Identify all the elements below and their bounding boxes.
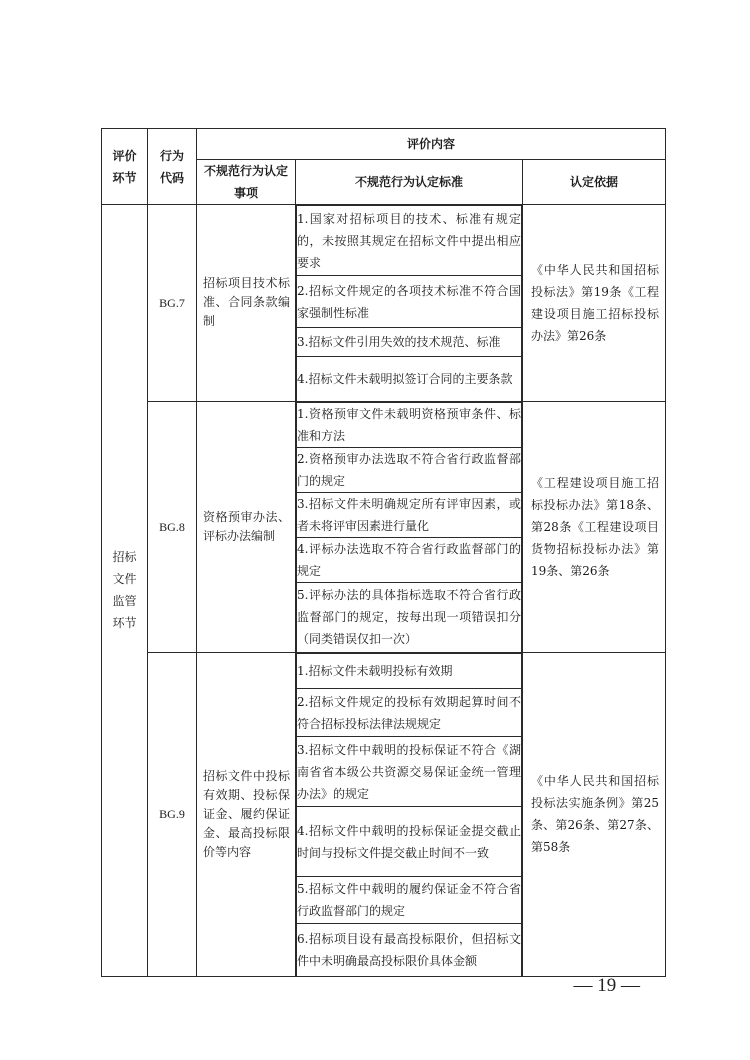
standard-item: 2.资格预审办法选取不符合省行政监督部门的规定 [297, 447, 522, 492]
stage-line: 文件 [112, 572, 137, 587]
legal-basis: 《中华人民共和国招标投标法实施条例》第25条、第26条、第27条、第58条 [523, 653, 666, 977]
header-basis: 认定依据 [523, 160, 666, 205]
standard-item: 4.评标办法选取不符合省行政监督部门的规定 [297, 537, 522, 582]
standard-item: 1.招标文件未载明投标有效期 [297, 654, 522, 689]
header-code-line2: 代码 [159, 170, 184, 185]
standard-item: 4.招标文件中载明的投标保证金提交截止时间与投标文件提交截止时间不一致 [297, 807, 522, 877]
stage-cell [102, 205, 148, 977]
header-eval-content: 评价内容 [197, 129, 666, 160]
legal-basis: 《工程建设项目施工招标投标办法》第18条、第28条《工程建设项目货物招标投标办法》第19条、第26条 [523, 401, 666, 653]
stage-line: 监管 [112, 594, 137, 609]
behavior-code: BG.8 [148, 401, 197, 653]
behavior-matter: 资格预审办法、评标办法编制 [197, 401, 296, 653]
behavior-matter: 招标文件中投标有效期、投标保证金、履约保证金、最高投标限价等内容 [197, 653, 296, 977]
standard-list [296, 653, 523, 977]
standard-item: 2.招标文件规定的各项技术标准不符合国家强制性标准 [297, 276, 522, 328]
standard-item: 5.评标办法的具体指标选取不符合省行政监督部门的规定，按每出现一项错误扣分（同类错误仅扣一次） [297, 582, 522, 652]
header-code [148, 129, 197, 205]
behavior-matter: 招标项目技术标准、合同条款编制 [197, 205, 296, 402]
standard-item: 6.招标项目设有最高投标限价，但招标文件中未明确最高投标限价具体金额 [297, 924, 522, 976]
evaluation-table [101, 128, 666, 977]
standard-item: 3.招标文件引用失效的技术规范、标准 [297, 328, 522, 357]
header-stage [102, 129, 148, 205]
behavior-code: BG.9 [148, 653, 197, 977]
behavior-code: BG.7 [148, 205, 197, 402]
standard-item: 3.招标文件中载明的投标保证不符合《湖南省省本级公共资源交易保证金统一管理办法》的规定 [297, 737, 522, 807]
header-matter: 不规范行为认定事项 [197, 160, 296, 205]
header-code-line1: 行为 [159, 148, 184, 163]
standard-item: 2.招标文件规定的投标有效期起算时间不符合招标投标法律法规规定 [297, 689, 522, 737]
header-stage-line2: 环节 [112, 170, 137, 185]
standard-list [296, 401, 523, 653]
stage-line: 环节 [112, 616, 137, 631]
standard-item: 3.招标文件未明确规定所有评审因素，或者未将评审因素进行量化 [297, 492, 522, 537]
header-standard: 不规范行为认定标准 [296, 160, 523, 205]
page-number: — 19 — [573, 975, 640, 996]
standard-item: 1.国家对招标项目的技术、标准有规定的，未按照其规定在招标文件中提出相应要求 [297, 206, 522, 276]
standard-item: 4.招标文件未载明拟签订合同的主要条款 [297, 357, 522, 401]
standard-list [296, 205, 523, 402]
standard-item: 5.招标文件中载明的履约保证金不符合省行政监督部门的规定 [297, 877, 522, 924]
stage-line: 招标 [112, 550, 137, 565]
legal-basis: 《中华人民共和国招标投标法》第19条《工程建设项目施工招标投标办法》第26条 [523, 205, 666, 402]
standard-item: 1.资格预审文件未载明资格预审条件、标准和方法 [297, 402, 522, 447]
header-stage-line1: 评价 [112, 148, 137, 163]
